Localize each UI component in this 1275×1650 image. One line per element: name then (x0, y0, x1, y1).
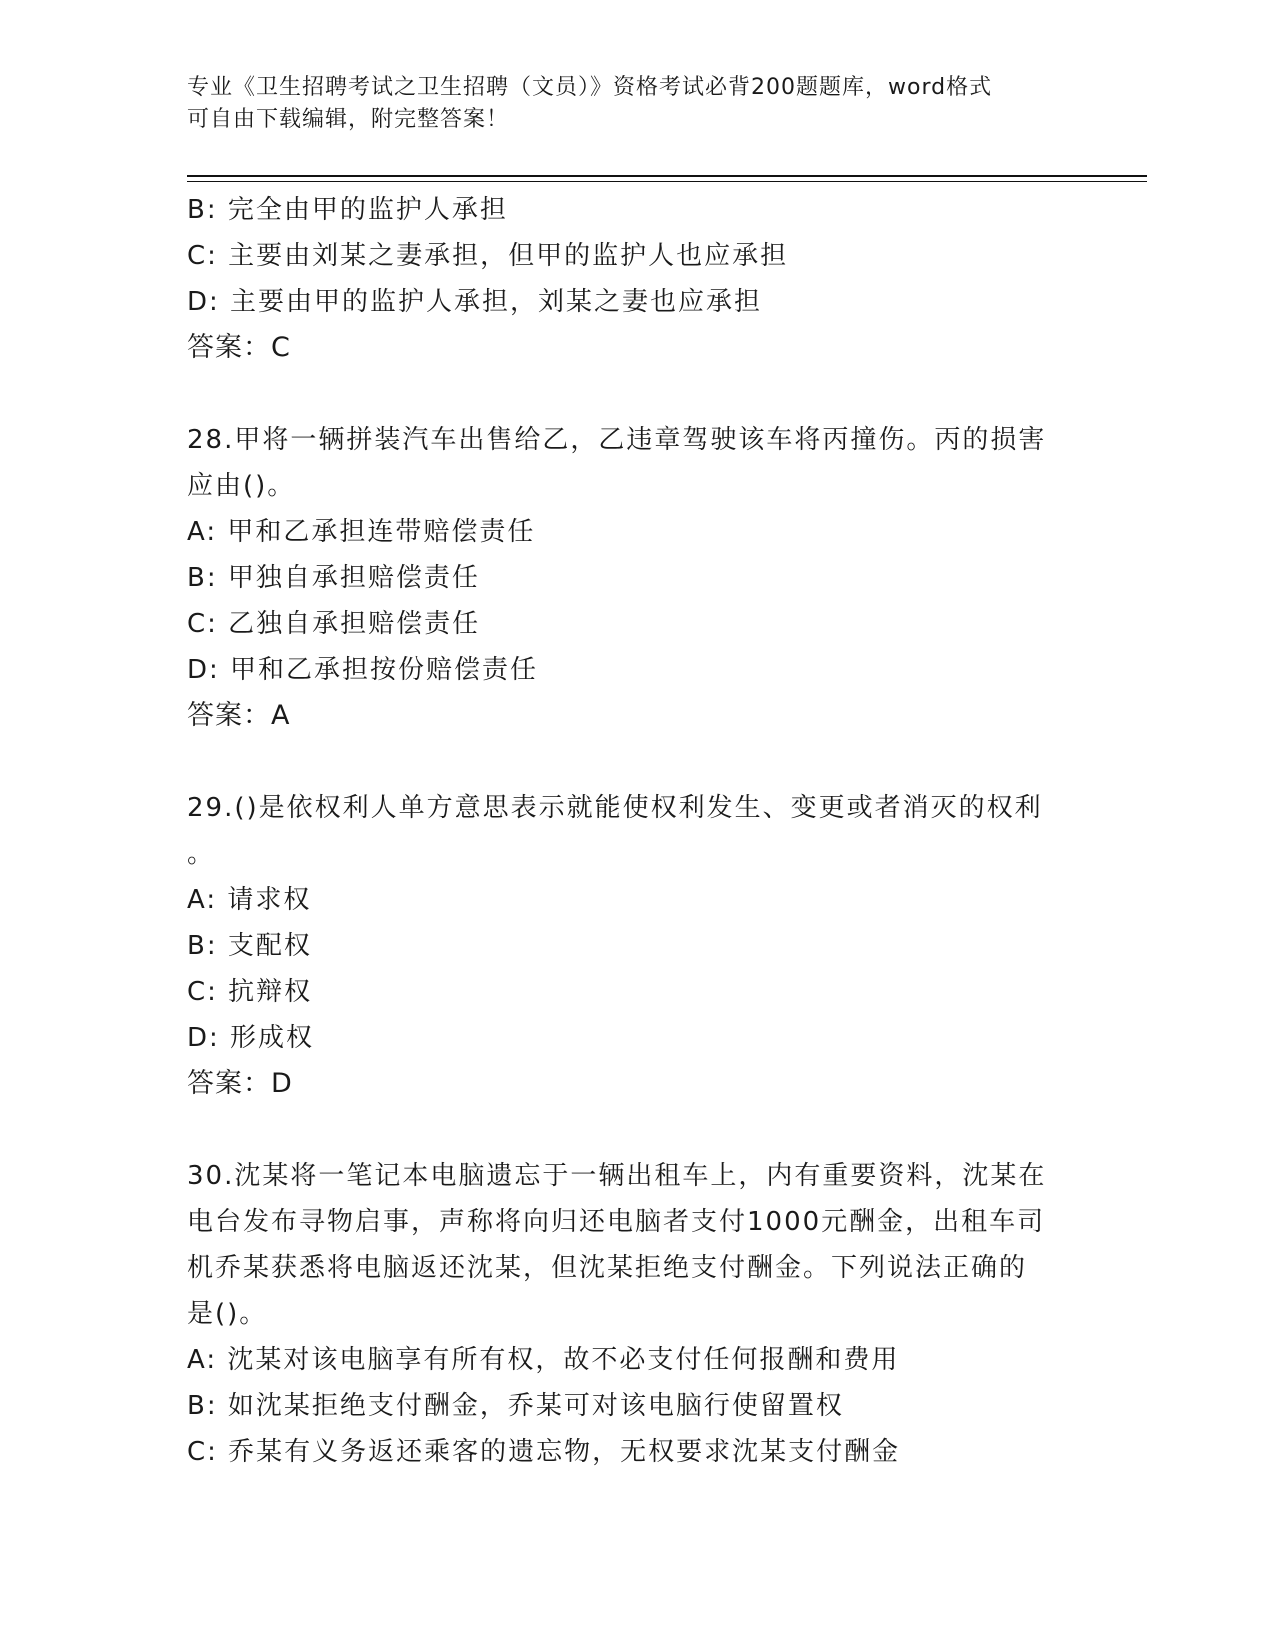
question-29 (187, 785, 1067, 1107)
option-c: C: 乙独自承担赔偿责任 (187, 609, 481, 639)
option-b: B: 完全由甲的监护人承担 (187, 195, 508, 225)
question-text-line: 是()。 (187, 1299, 268, 1329)
question-text-line: 应由()。 (187, 471, 296, 501)
document-body (187, 187, 1067, 1475)
option-d: D: 形成权 (187, 1023, 315, 1053)
option-b: B: 如沈某拒绝支付酬金，乔某可对该电脑行使留置权 (187, 1391, 844, 1421)
answer-line: 答案：C (187, 332, 291, 363)
option-c: C: 乔某有义务返还乘客的遗忘物，无权要求沈某支付酬金 (187, 1437, 901, 1467)
header-divider-thick (187, 175, 1147, 177)
header-divider-thin (187, 181, 1147, 182)
option-d: D: 甲和乙承担按份赔偿责任 (187, 655, 539, 685)
question-text-line: 。 (187, 839, 216, 869)
document-header (187, 72, 1087, 136)
option-a: A: 沈某对该电脑享有所有权，故不必支付任何报酬和费用 (187, 1345, 900, 1375)
question-text-line: 电台发布寻物启事，声称将向归还电脑者支付1000元酬金，出租车司 (187, 1207, 1046, 1237)
header-line-2: 可自由下载编辑，附完整答案！ (187, 107, 510, 132)
question-30 (187, 1153, 1067, 1475)
header-line-1: 专业《卫生招聘考试之卫生招聘（文员）》资格考试必背200题题库，word格式 (187, 75, 993, 100)
question-text-line: 28.甲将一辆拼装汽车出售给乙，乙违章驾驶该车将丙撞伤。丙的损害 (187, 425, 1047, 455)
answer-line: 答案：D (187, 1068, 293, 1099)
option-c: C: 抗辩权 (187, 977, 313, 1007)
answer-line: 答案：A (187, 700, 291, 731)
question-text-line: 机乔某获悉将电脑返还沈某，但沈某拒绝支付酬金。下列说法正确的 (187, 1253, 1028, 1283)
question-27-continuation (187, 187, 1067, 371)
option-b: B: 支配权 (187, 931, 312, 961)
option-a: A: 甲和乙承担连带赔偿责任 (187, 517, 536, 547)
question-text-line: 29.()是依权利人单方意思表示就能使权利发生、变更或者消灭的权利 (187, 793, 1043, 823)
option-b: B: 甲独自承担赔偿责任 (187, 563, 480, 593)
question-text-line: 30.沈某将一笔记本电脑遗忘于一辆出租车上，内有重要资料，沈某在 (187, 1161, 1047, 1191)
option-d: D: 主要由甲的监护人承担，刘某之妻也应承担 (187, 287, 763, 317)
option-c: C: 主要由刘某之妻承担，但甲的监护人也应承担 (187, 241, 789, 271)
question-28 (187, 417, 1067, 739)
option-a: A: 请求权 (187, 885, 312, 915)
